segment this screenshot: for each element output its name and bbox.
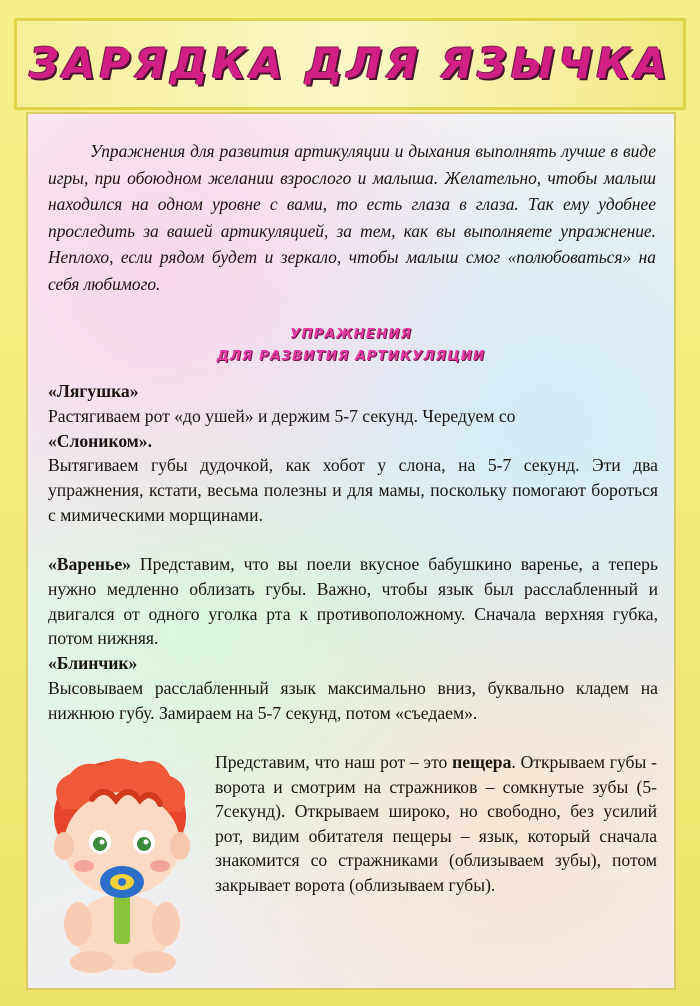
exercise-cave	[215, 750, 657, 898]
exercise-jam	[48, 552, 658, 726]
exercise-cave-text-a: Представим, что наш рот – это	[215, 752, 453, 772]
exercise-cave-text-b: . Открываем губы - ворота и смотрим на стражников – сомкнутые зубы (5-7секунд). Открываем широко, но свободно, без усилий рот, видим обитателя пещеры – язык, который сначала знакомится со стражниками (облизываем зубы), потом закрывает ворота (облизываем губы).	[215, 752, 657, 895]
exercise-cave-keyword: пещера	[452, 752, 512, 772]
exercise-name-jam: «Варенье»	[48, 554, 131, 574]
exercise-name-elephant: «Слоником».	[48, 430, 152, 451]
intro-paragraph: Упражнения для развития артикуляции и дыхания выполнять лучше в виде игры, при обоюдном желании взрослого и малыша. Желательно, чтобы малыш находился на одном уровне с вами, то есть глаза в глаза. Так ему удобнее проследить за вашей артикуляцией, за тем, как вы выполняете упражнение. Неплохо, если рядом будет и зеркало, чтобы малыш смог «полюбоваться» на себя любимого.	[48, 141, 656, 294]
exercise-text-jam: Представим, что вы поели вкусное бабушкино варенье, а теперь нужно медленно облизать губы. Важно, чтобы язык был расслабленный и двигался от одного уголка рта к противоположному. Сначала верхняя губка, потом нижняя.	[48, 554, 658, 649]
exercise-text-frog: Растягиваем рот «до ушей» и держим 5-7 секунд. Чередуем со	[48, 405, 516, 426]
exercise-text-elephant: Вытягиваем губы дудочкой, как хобот у слона, на 5-7 секунд. Эти два упражнения, кстати, весьма полезны и для мамы, поскольку помогают бороться с мимическими морщинами.	[48, 455, 658, 525]
title-band	[14, 18, 686, 110]
content-panel	[26, 112, 676, 990]
exercise-name-pancake: «Блинчик»	[48, 653, 138, 674]
baby-illustration	[42, 754, 202, 974]
exercise-frog	[48, 379, 658, 528]
page-title: ЗАРЯДКА ДЛЯ ЯЗЫЧКА	[28, 39, 672, 88]
exercise-text-pancake: Высовываем расслабленный язык максимально вниз, буквально кладем на нижнюю губу. Замираем на 5-7 секунд, потом «съедаем».	[48, 677, 658, 723]
section-heading-line2: ДЛЯ РАЗВИТИЯ АРТИКУЛЯЦИИ	[216, 348, 486, 364]
exercise-name-frog: «Лягушка»	[48, 381, 139, 401]
section-heading-line1: УПРАЖНЕНИЯ	[289, 326, 413, 342]
